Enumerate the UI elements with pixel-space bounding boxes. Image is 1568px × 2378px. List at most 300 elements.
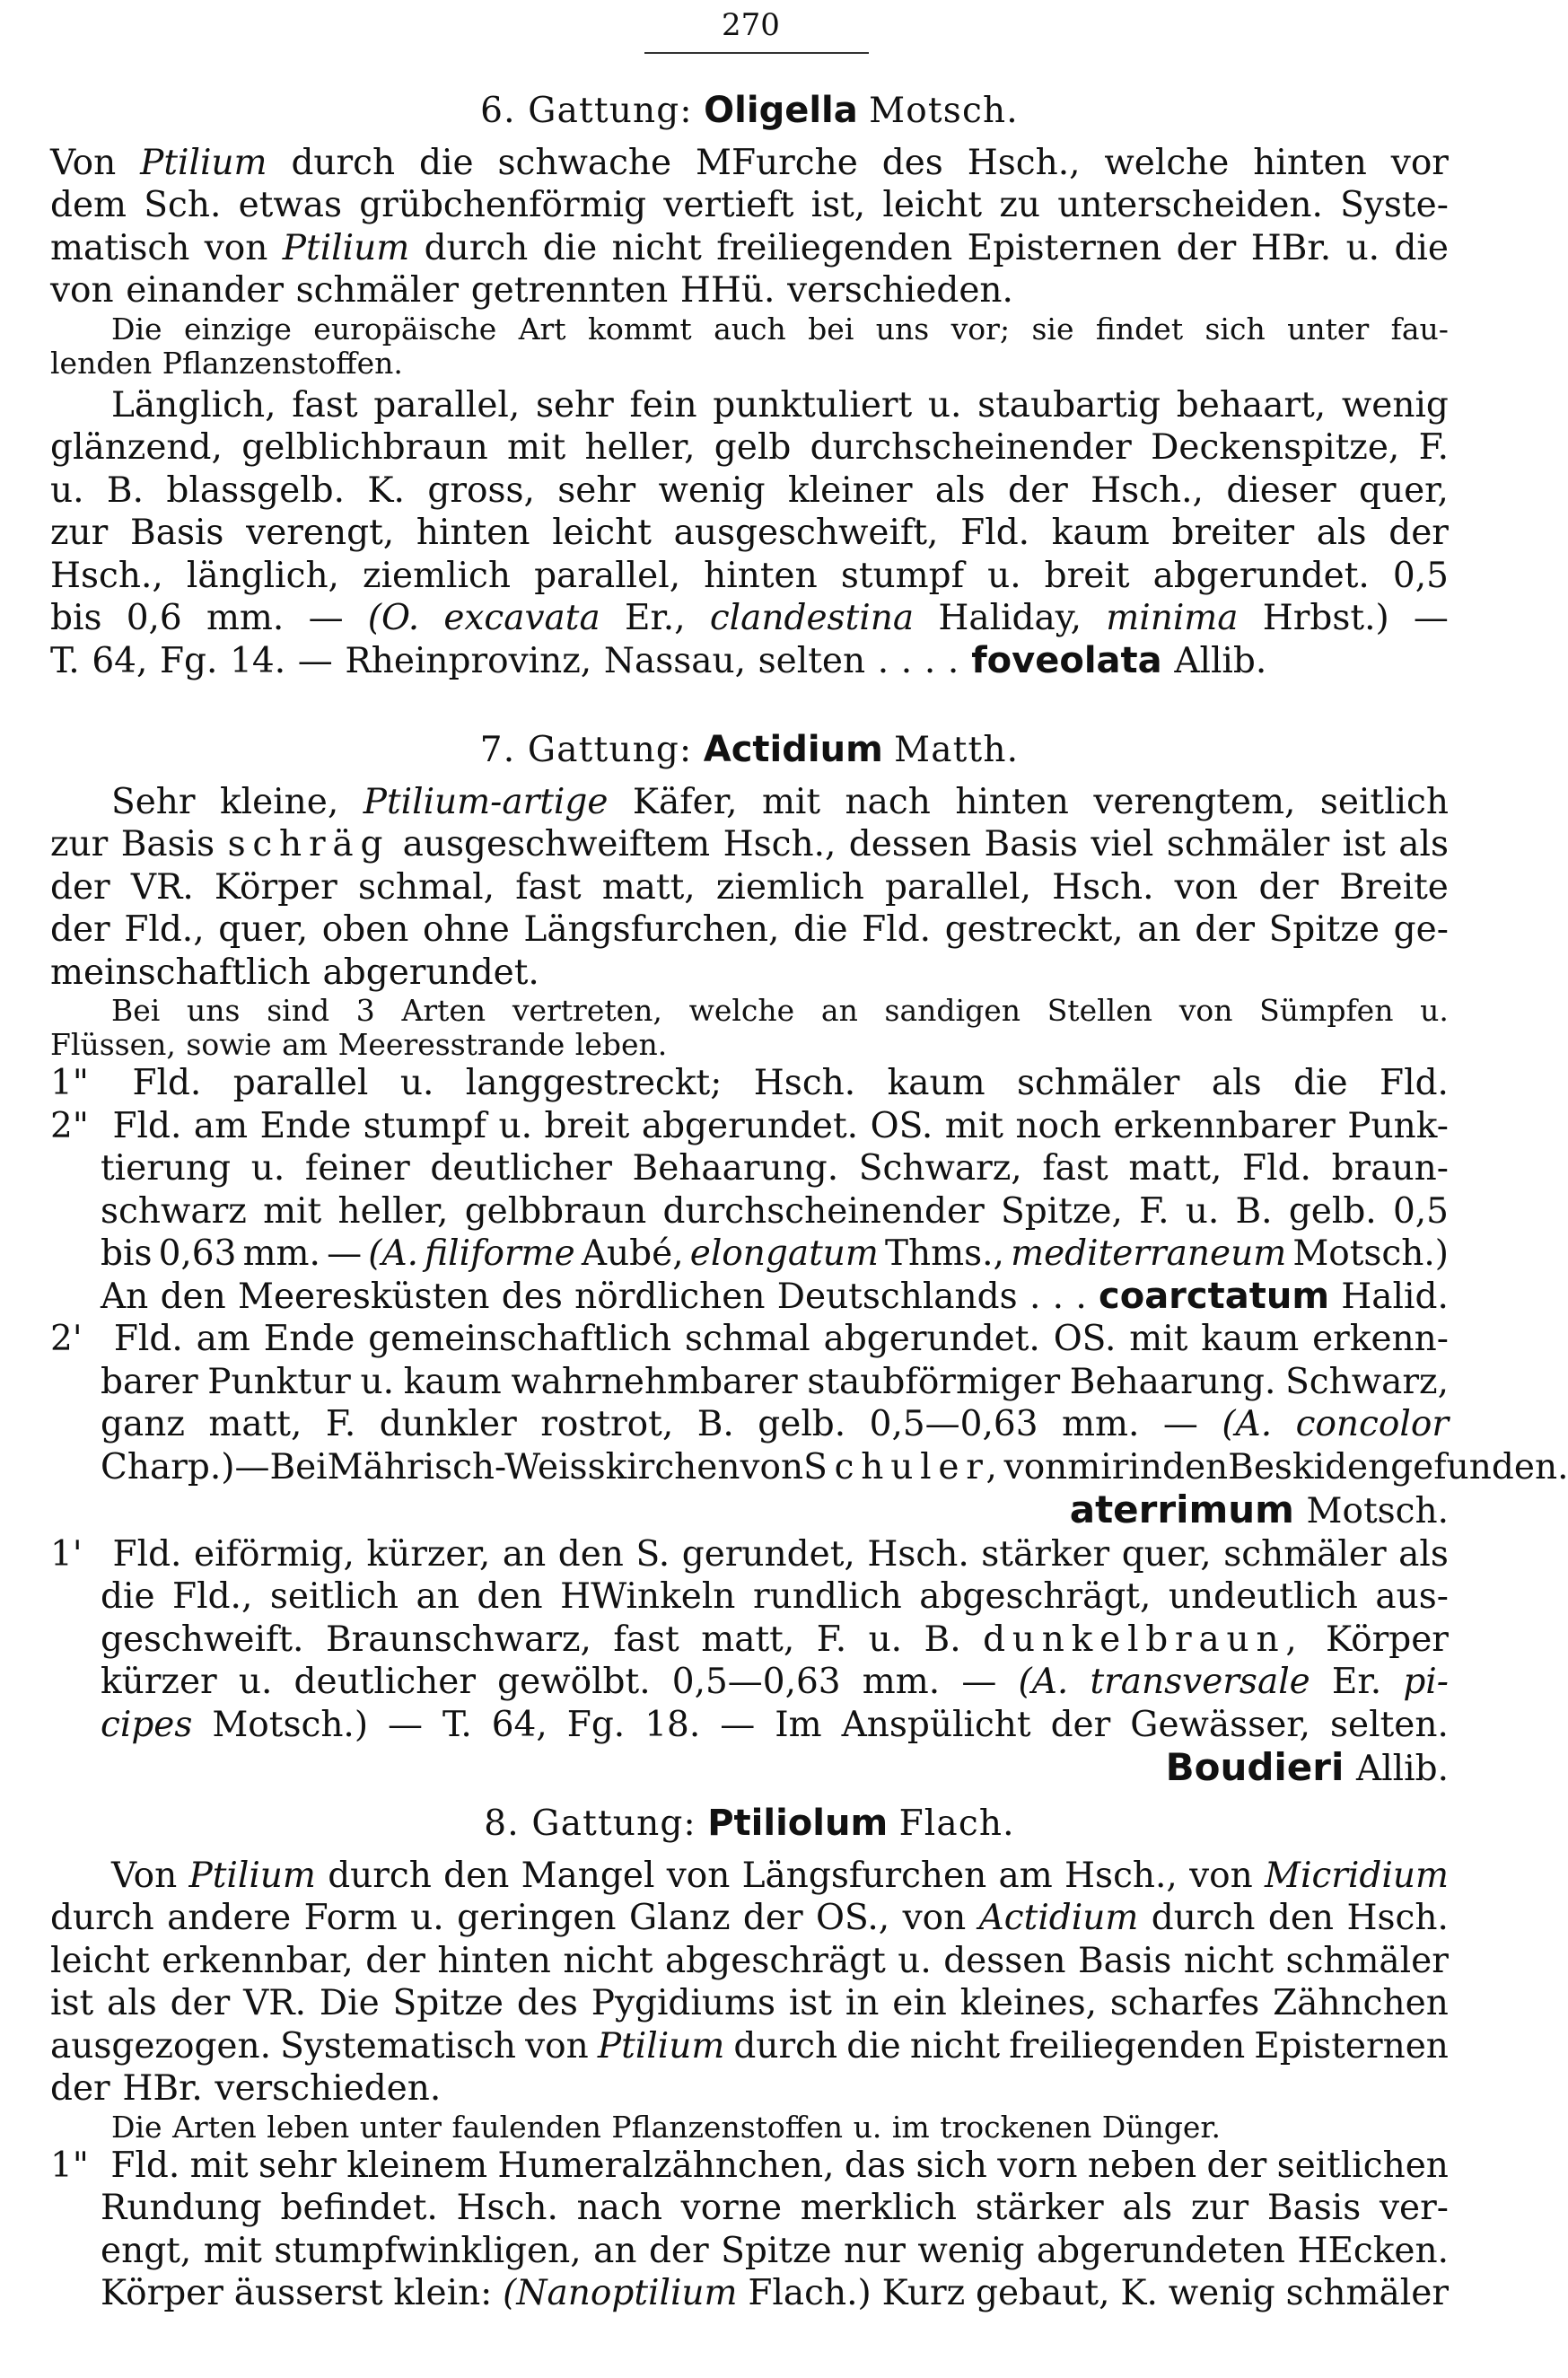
- text-line: [50, 555, 1449, 598]
- word: gebaut,: [976, 2273, 1110, 2313]
- word: in: [845, 1983, 880, 2023]
- word: nicht: [909, 2025, 1001, 2066]
- word: vertreten,: [512, 993, 662, 1028]
- word: parallel: [232, 1063, 369, 1103]
- word: feiner: [304, 1148, 410, 1189]
- word: mit: [507, 427, 566, 468]
- word: Braunschwarz,: [325, 1619, 591, 1660]
- word: heller,: [337, 1190, 449, 1232]
- word: Ende: [263, 1319, 355, 1359]
- text-line: [50, 2145, 1449, 2188]
- word: quer,: [1359, 469, 1449, 511]
- word: Humeralzähnchen,: [497, 2145, 835, 2186]
- word: der: [1008, 469, 1068, 511]
- text-line: [50, 512, 1449, 555]
- word: dessen: [848, 824, 972, 864]
- word: der: [170, 1983, 231, 2023]
- text-line: [50, 866, 1449, 909]
- word: MFurche: [696, 142, 858, 183]
- word: an: [416, 1576, 460, 1617]
- word: Hsch.: [456, 2188, 558, 2228]
- word: Länglich,: [111, 384, 276, 426]
- word: Hsch.,: [1091, 469, 1204, 511]
- word: quer,: [1121, 1533, 1212, 1575]
- word: u.: [1420, 993, 1449, 1028]
- text-line: [50, 1062, 1449, 1105]
- word: an: [820, 993, 858, 1028]
- word: An: [101, 1276, 149, 1317]
- word: gelb.: [1288, 1190, 1377, 1232]
- word: abgerundet.: [1152, 555, 1370, 596]
- word: fein: [629, 384, 697, 426]
- word: Spitze: [721, 2230, 832, 2271]
- word: bei: [808, 311, 854, 347]
- word: mm.: [242, 1233, 320, 1274]
- word: transversale: [1090, 1662, 1310, 1702]
- text-line: [50, 184, 1449, 227]
- word: die: [846, 2025, 901, 2066]
- genus-8-number: 8. Gattung:: [484, 1803, 696, 1844]
- word: pi-: [1403, 1662, 1449, 1702]
- word: Deckenspitze,: [1151, 427, 1400, 468]
- word: seitlich: [269, 1576, 399, 1617]
- text-line: [50, 1147, 1449, 1190]
- word: Spitze: [1268, 909, 1380, 950]
- word: im: [891, 2109, 930, 2145]
- word: auch: [714, 311, 786, 347]
- word: schmal,: [357, 866, 495, 908]
- word: gelblichbraun: [241, 427, 488, 468]
- word: mm.: [862, 1662, 941, 1702]
- word: Mangel: [521, 1855, 655, 1896]
- text-line: [50, 1661, 1449, 1704]
- word: Sümpfen: [1259, 993, 1394, 1028]
- word: ausgezogen.: [50, 2025, 272, 2066]
- word: dunkelbraun,: [983, 1619, 1304, 1660]
- genus-8-author: Flach.: [898, 1803, 1015, 1844]
- word: Von: [111, 1855, 178, 1896]
- word: 0,5—0,63: [671, 1662, 841, 1702]
- word: Deutschlands: [776, 1276, 1018, 1317]
- word: den: [477, 1576, 543, 1617]
- word: Die: [319, 1983, 380, 2023]
- word: mit: [203, 2230, 262, 2271]
- word: dieser: [1226, 469, 1336, 511]
- word: am: [193, 1105, 249, 1146]
- word: —: [1162, 1404, 1198, 1444]
- genus-6-description: [50, 142, 1449, 312]
- word: —: [234, 1446, 270, 1487]
- word: vorne: [680, 2188, 783, 2228]
- word: Ptilium: [282, 227, 410, 268]
- word: erkennbarer: [1113, 1105, 1336, 1146]
- word: Hsch.,: [1064, 1855, 1178, 1896]
- genus-7-description: [50, 781, 1449, 995]
- word: Fld.: [1380, 1063, 1449, 1103]
- word: oben: [321, 909, 409, 950]
- word: merklich: [800, 2188, 957, 2228]
- word: Spitze: [392, 1983, 504, 2023]
- word: Meeresstrande: [337, 1027, 565, 1062]
- word: durch: [50, 1898, 154, 1938]
- species-line: [50, 1746, 1449, 1791]
- word: fau-: [1390, 311, 1449, 347]
- word: —: [388, 1704, 424, 1745]
- word: kaum: [887, 1063, 985, 1103]
- word: Schwarz,: [1285, 1361, 1449, 1402]
- word: abgeschrägt,: [919, 1576, 1152, 1617]
- word: Dünger.: [1101, 2109, 1222, 2145]
- text-line: [50, 1028, 1449, 1062]
- word: (A.: [368, 1233, 419, 1274]
- word: B.: [106, 469, 144, 511]
- word: parallel,: [884, 866, 1031, 908]
- word: Charp.): [101, 1446, 235, 1487]
- word: Thms.,: [885, 1233, 1004, 1274]
- word: .: [1029, 1276, 1041, 1317]
- word: Art: [518, 311, 566, 347]
- word: Längsfurchen,: [523, 909, 780, 950]
- word: am: [998, 1855, 1053, 1896]
- word: die: [101, 1576, 155, 1617]
- word: neben: [1087, 2145, 1197, 2186]
- word: verschieden.: [215, 2068, 442, 2109]
- text-line: [50, 2025, 1449, 2068]
- word: abgerundet.: [322, 952, 539, 993]
- word: Im: [775, 1704, 822, 1745]
- word: stärker: [981, 1533, 1110, 1575]
- word: Fld.,: [124, 909, 205, 950]
- word: Hsch.: [753, 1063, 856, 1103]
- word: F.: [325, 1404, 356, 1444]
- text-line: [50, 994, 1449, 1028]
- word: des: [501, 1276, 563, 1317]
- word: 64,: [92, 640, 148, 681]
- word: als: [934, 469, 985, 511]
- word: mit: [263, 1190, 322, 1232]
- word: u.: [410, 1898, 444, 1938]
- word: u.: [498, 1105, 532, 1146]
- genus-8-heading: [50, 1803, 1449, 1846]
- word: Ptilium: [597, 2025, 725, 2066]
- word: langgestreckt;: [465, 1063, 723, 1103]
- word: u.: [927, 384, 962, 426]
- word: grübchenförmig: [359, 185, 647, 225]
- species-author: Motsch.: [1306, 1491, 1449, 1531]
- word: fast: [1042, 1148, 1108, 1189]
- header-rule: [644, 52, 869, 54]
- word: parallel,: [534, 555, 681, 596]
- word: kleine,: [220, 781, 339, 822]
- word: u.: [987, 555, 1021, 596]
- word: fast: [292, 384, 358, 426]
- word: der: [1258, 866, 1319, 908]
- word: .: [877, 640, 889, 681]
- word: von: [50, 270, 114, 311]
- genus-6-author: Motsch.: [869, 91, 1019, 131]
- word: Zähnchen: [1273, 1983, 1449, 2023]
- word: Basis: [120, 824, 215, 864]
- word: u.: [360, 1361, 395, 1402]
- text-line: [50, 597, 1449, 640]
- word: die: [1293, 1063, 1348, 1103]
- word: stumpf: [840, 555, 965, 596]
- word: von: [1174, 866, 1239, 908]
- word: zur: [1190, 2188, 1249, 2228]
- word: .: [900, 640, 913, 681]
- word: gefunden.: [1390, 1446, 1568, 1487]
- species-name: aterrimum: [1069, 1487, 1294, 1531]
- word: durch: [1151, 1898, 1256, 1938]
- word: B.: [696, 1404, 734, 1444]
- word: Motsch.): [212, 1704, 369, 1745]
- word: Sehr: [111, 781, 196, 822]
- word: als: [1398, 1533, 1449, 1575]
- word: findet: [1095, 311, 1184, 347]
- word: als: [1316, 513, 1367, 553]
- word: engt,: [101, 2230, 192, 2271]
- text-line: [50, 1105, 1449, 1148]
- word: mit: [189, 2145, 249, 2186]
- word: freiliegenden: [716, 227, 953, 268]
- word: Nassau,: [603, 640, 747, 681]
- word: viel: [1091, 824, 1154, 864]
- word: nicht: [1183, 1940, 1275, 1981]
- word: kleines,: [959, 1983, 1098, 2023]
- text-line: [50, 227, 1449, 270]
- word: .: [947, 640, 959, 681]
- word: an: [593, 2230, 637, 2271]
- word: noch: [1015, 1105, 1101, 1146]
- word: länglich,: [186, 555, 339, 596]
- word: .: [924, 640, 936, 681]
- word: 0,63: [158, 1233, 237, 1274]
- word: Hsch.,: [50, 555, 163, 596]
- word: ge-: [1393, 909, 1449, 950]
- word: u.: [1185, 1190, 1220, 1232]
- word: wenig: [1341, 384, 1449, 426]
- word: T.: [442, 1704, 472, 1745]
- word: OS.,: [816, 1898, 890, 1938]
- word: rundlich: [752, 1576, 902, 1617]
- text-line: [50, 469, 1449, 513]
- word: kaum: [1201, 1319, 1300, 1359]
- word: ziemlich: [715, 866, 864, 908]
- word: schräg: [227, 824, 390, 864]
- key-entry: [50, 2145, 1449, 2315]
- genus-6-section: [50, 90, 1449, 682]
- word: meinschaftlich: [50, 952, 311, 993]
- word: gewölbt.: [497, 1662, 651, 1702]
- genus-6-note: [50, 312, 1449, 381]
- word: gerundet,: [681, 1533, 855, 1575]
- word: HBr.: [1250, 227, 1332, 268]
- word: sehr: [557, 469, 636, 511]
- key-entry: [50, 1105, 1449, 1319]
- word: den: [443, 1855, 510, 1896]
- word: nicht: [563, 1940, 653, 1981]
- genus-8-section: [50, 1803, 1449, 2315]
- word: nach: [576, 2188, 662, 2228]
- word: geschweift.: [101, 1619, 304, 1660]
- word: (Nanoptilium: [503, 2273, 738, 2313]
- word: .: [1075, 1276, 1087, 1317]
- word: excavata: [443, 598, 600, 638]
- word: .: [1052, 1276, 1064, 1317]
- genus-8-note: [50, 2110, 1449, 2145]
- word: von: [666, 1855, 731, 1896]
- word: u.: [898, 1940, 932, 1981]
- word: die: [419, 142, 474, 183]
- word: staubartig: [977, 384, 1161, 426]
- word: vor: [1390, 142, 1449, 183]
- word: u.: [1345, 227, 1380, 268]
- word: Halid.: [1341, 1276, 1449, 1317]
- text-line: [50, 781, 1449, 824]
- word: Allib.: [1174, 640, 1267, 681]
- word: Mährisch-Weisskirchen: [327, 1446, 740, 1487]
- word: klein:: [393, 2273, 493, 2313]
- word: ein: [892, 1983, 947, 2023]
- word: mit: [1129, 1319, 1188, 1359]
- word: glänzend,: [50, 427, 223, 468]
- word: der: [648, 2230, 709, 2271]
- word: Käfer,: [632, 781, 738, 822]
- word: Actidium: [978, 1898, 1139, 1938]
- word: matt,: [1128, 1148, 1222, 1189]
- word: matisch: [50, 227, 190, 268]
- word: 64,: [491, 1704, 547, 1745]
- genus-6-number: 6. Gattung:: [480, 91, 693, 131]
- word: stärker: [975, 2188, 1104, 2228]
- word: Aubé,: [581, 1233, 684, 1274]
- genus-7-key: [50, 1062, 1568, 1791]
- word: uns: [875, 311, 930, 347]
- word: mediterraneum: [1011, 1233, 1287, 1274]
- word: gelb: [714, 427, 792, 468]
- word: ist: [1342, 824, 1386, 864]
- word: die: [793, 909, 848, 950]
- word: VR.: [243, 1983, 307, 2023]
- text-line: [50, 1940, 1449, 1983]
- word: als: [1122, 2188, 1173, 2228]
- word: breit: [1044, 555, 1130, 596]
- text-line: [50, 1855, 1449, 1898]
- word: den: [1267, 1898, 1335, 1938]
- word: 0,5—0,63: [869, 1404, 1038, 1444]
- word: braun-: [1331, 1148, 1449, 1189]
- word: deutlicher: [430, 1148, 612, 1189]
- text-line: [50, 426, 1449, 469]
- word: leicht: [552, 513, 652, 553]
- key-mark: 2': [50, 1319, 83, 1359]
- text-line: [50, 1982, 1449, 2025]
- word: schmäler: [1017, 1063, 1180, 1103]
- word: Fld.: [960, 513, 1030, 553]
- word: Behaarung.: [632, 1148, 839, 1189]
- word: Fg.: [160, 640, 218, 681]
- word: vor;: [950, 311, 1011, 347]
- key-mark: 1": [50, 1063, 89, 1103]
- word: Fld.: [112, 1533, 182, 1575]
- word: concolor: [1295, 1404, 1449, 1444]
- word: der: [50, 909, 110, 950]
- genus-7-note: [50, 994, 1449, 1062]
- word: Arten: [172, 2109, 257, 2145]
- word: matt,: [601, 866, 696, 908]
- text-line: [50, 312, 1449, 347]
- text-line: [50, 1575, 1449, 1619]
- word: (A.: [1222, 1404, 1273, 1444]
- word: kaum: [403, 1361, 502, 1402]
- word: zur: [50, 513, 109, 553]
- word: schwarz: [101, 1190, 247, 1232]
- word: ganz: [101, 1404, 185, 1444]
- word: kürzer: [101, 1662, 217, 1702]
- word: welche: [688, 993, 795, 1028]
- word: mm.: [206, 598, 285, 638]
- word: der: [1206, 2145, 1267, 2186]
- word: Breite: [1339, 866, 1449, 908]
- genus-7-number: 7. Gattung:: [479, 730, 693, 770]
- word: Flüssen,: [50, 1027, 176, 1062]
- word: sehr: [535, 384, 614, 426]
- word: Körper: [101, 2273, 223, 2313]
- genus-7-section: [50, 729, 1568, 1791]
- word: schmäler: [1285, 1940, 1449, 1981]
- word: nicht: [611, 227, 702, 268]
- word: schwache: [497, 142, 672, 183]
- word: das: [844, 2145, 907, 2186]
- word: Die: [111, 2109, 162, 2145]
- word: —: [961, 1662, 997, 1702]
- word: Er.: [1331, 1662, 1382, 1702]
- word: Fld.: [112, 1105, 182, 1146]
- word: hinten: [955, 781, 1069, 822]
- genus-7-heading: [50, 729, 1449, 772]
- word: —: [297, 640, 333, 681]
- key-mark: 1": [50, 2145, 89, 2186]
- word: HBr.: [122, 2068, 203, 2109]
- word: Hsch.: [867, 1533, 969, 1575]
- word: u.: [399, 1063, 434, 1103]
- word: —: [720, 1704, 756, 1745]
- text-line: [50, 1403, 1449, 1446]
- word: sandigen: [884, 993, 1021, 1028]
- word: 3: [355, 993, 375, 1028]
- word: Basis: [130, 513, 224, 553]
- word: der: [742, 1898, 803, 1938]
- word: ohne: [423, 909, 510, 950]
- word: ziemlich: [363, 555, 512, 596]
- word: lenden: [50, 345, 153, 381]
- word: blassgelb.: [166, 469, 345, 511]
- word: Pflanzenstoffen: [611, 2109, 844, 2145]
- word: einzige: [183, 311, 292, 347]
- word: zu: [999, 185, 1040, 225]
- word: scharfes: [1109, 1983, 1260, 2023]
- word: hinten: [437, 1940, 551, 1981]
- text-line: [50, 142, 1449, 185]
- text-line: [50, 952, 1449, 995]
- word: durchscheinender: [662, 1190, 985, 1232]
- word: schmäler: [1285, 2273, 1449, 2313]
- word: bis: [50, 598, 102, 638]
- word: leicht: [882, 185, 983, 225]
- word: fast: [613, 1619, 679, 1660]
- word: F.: [1418, 427, 1449, 468]
- word: cipes: [101, 1704, 193, 1745]
